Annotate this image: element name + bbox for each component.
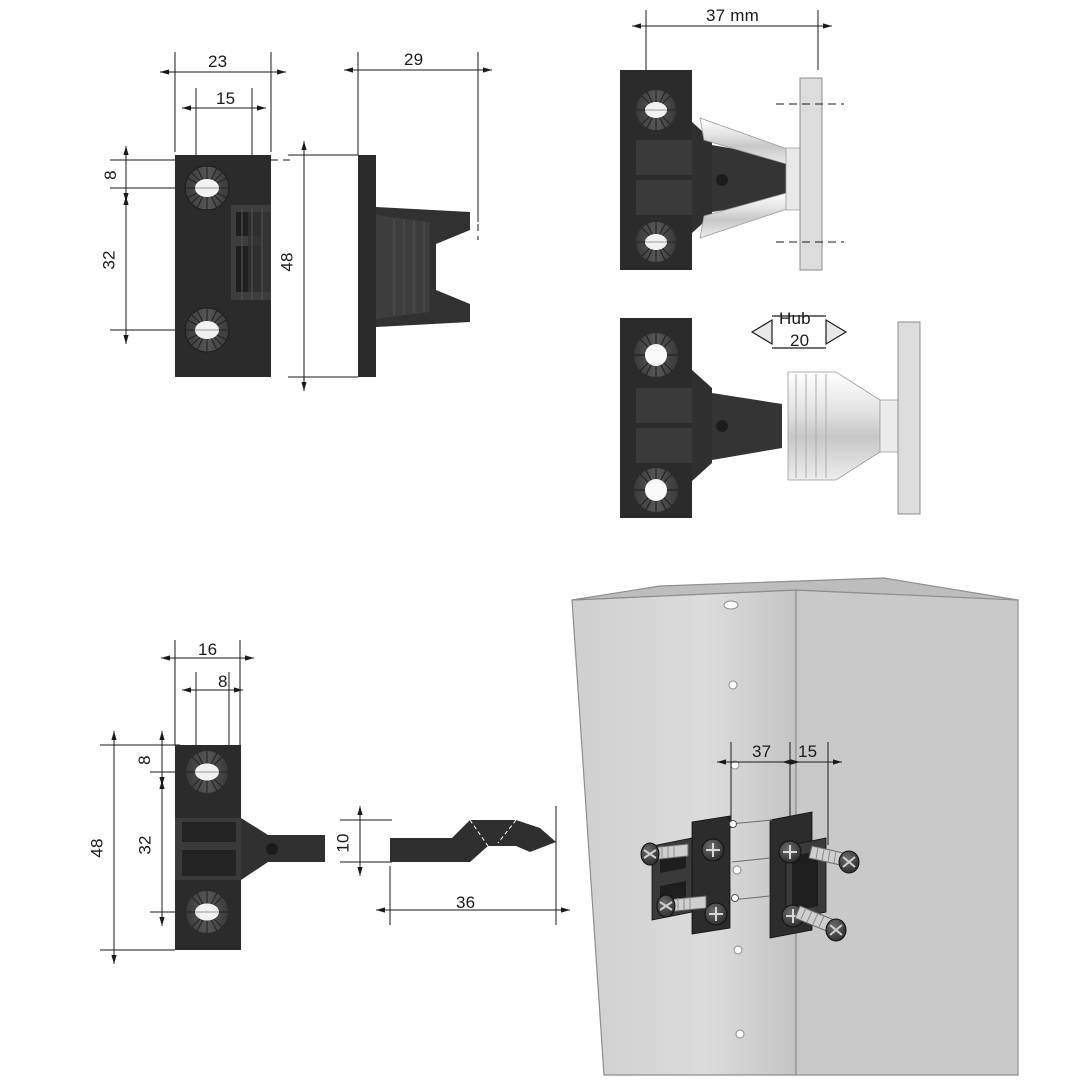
screw-head: [705, 903, 727, 925]
dimension-label-15: 15: [216, 89, 236, 108]
dimension-label-20: 20: [790, 331, 810, 350]
dimension-label-23: 23: [208, 52, 228, 71]
dimension-label-8-bottom-v: 8: [134, 755, 154, 765]
view-assembly-open: [620, 10, 844, 270]
dimension-label-29: 29: [404, 50, 424, 69]
view-side-top-left: [288, 52, 492, 391]
view-installation-3d: [572, 578, 1018, 1075]
view-front-bottom-left: [100, 640, 325, 964]
screw-hole: [634, 468, 678, 512]
dimension-label-15-3d: 15: [798, 742, 818, 761]
view-front-top-left: [110, 52, 292, 377]
screw-hole: [634, 333, 678, 377]
dimension-label-16: 16: [198, 640, 218, 659]
dimension-label-8-bottom-h: 8: [218, 672, 228, 691]
dimension-label-32-bottom: 32: [135, 835, 155, 855]
dimension-label-hub: Hub: [779, 309, 811, 328]
dimension-label-8-top-left: 8: [100, 170, 120, 180]
view-profile-bottom-center: [340, 806, 570, 925]
dimension-label-48-bottom: 48: [87, 838, 107, 858]
screw-hole: [185, 166, 229, 210]
screw-hole: [186, 751, 228, 793]
view-assembly-closed: [620, 316, 920, 518]
screw-head: [702, 839, 724, 861]
dimension-label-37mm: 37 mm: [706, 6, 759, 25]
dimension-label-10: 10: [333, 833, 353, 853]
screw-hole: [636, 222, 676, 262]
screw-head: [779, 841, 801, 863]
screw-hole: [186, 891, 228, 933]
screw-hole: [636, 90, 676, 130]
screw-hole: [185, 308, 229, 352]
dimension-label-36: 36: [456, 893, 476, 912]
dimension-label-48-top-left: 48: [277, 252, 297, 272]
dimension-label-37: 37: [752, 742, 772, 761]
dimension-label-32-top-left: 32: [99, 250, 119, 270]
